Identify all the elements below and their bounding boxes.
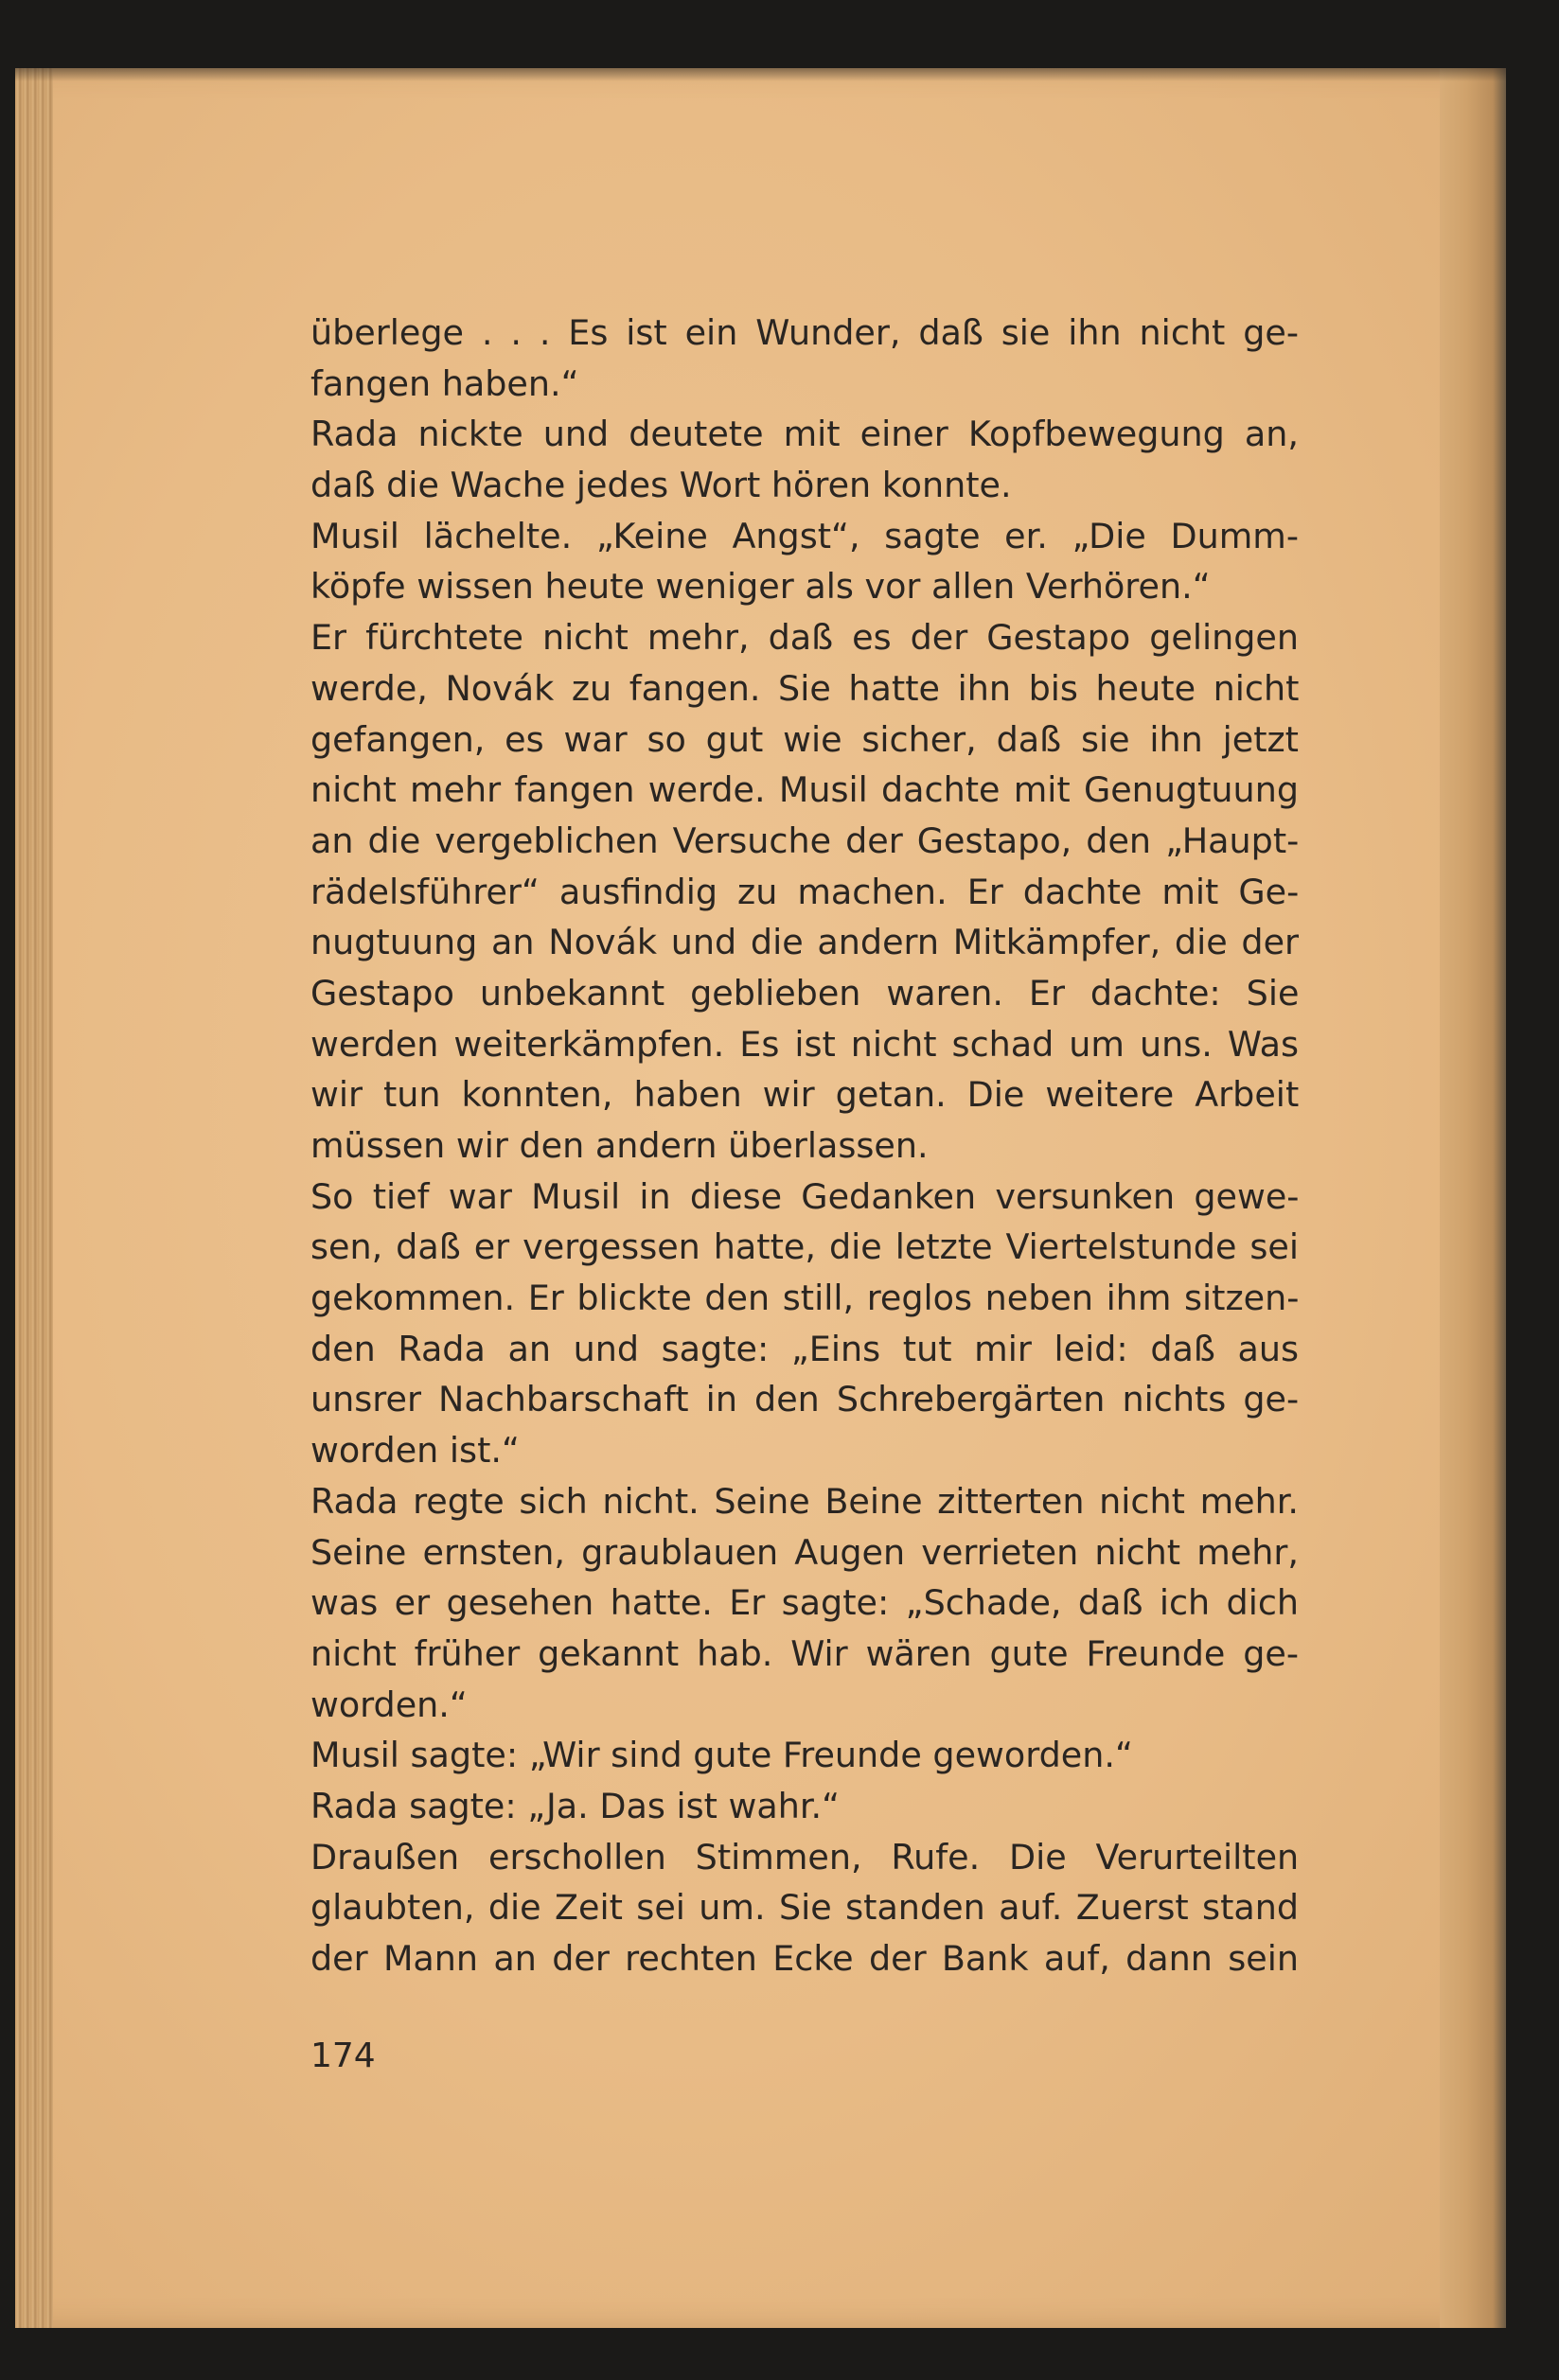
text-line: nicht früher gekannt hab. Wir wären gute Freunde ge-	[310, 1632, 1299, 1674]
text-line: worden ist.“	[310, 1430, 520, 1472]
text-line: Rada nickte und deutete mit einer Kopfbewegung an,	[310, 414, 1299, 455]
text-line: sen, daß er vergessen hatte, die letzte Viertelstunde sei	[310, 1226, 1299, 1268]
text-line: fangen haben.“	[310, 362, 579, 404]
text-line: wir tun konnten, haben wir getan. Die weitere Arbeit	[310, 1074, 1300, 1116]
text-line: überlege . . . Es ist ein Wunder, daß sie ihn nicht ge-	[310, 312, 1299, 353]
text-line: nicht mehr fangen werde. Musil dachte mit Genugtuung	[310, 769, 1299, 811]
stacked-page-edges	[15, 68, 53, 2328]
text-line: gefangen, es war so gut wie sicher, daß sie ihn jetzt	[310, 718, 1299, 760]
body-text	[310, 308, 1299, 1984]
text-line: müssen wir den andern überlassen.	[310, 1125, 929, 1166]
text-line: werde, Novák zu fangen. Sie hatte ihn bis heute nicht	[310, 667, 1300, 709]
text-line: Musil lächelte. „Keine Angst“, sagte er. „Die Dumm-	[310, 515, 1299, 556]
text-line: köpfe wissen heute weniger als vor allen Verhören.“	[310, 566, 1211, 608]
text-line: gekommen. Er blickte den still, reglos neben ihm sitzen-	[310, 1278, 1300, 1319]
fore-edge-shadow	[1440, 68, 1506, 2328]
text-line: daß die Wache jedes Wort hören konnte.	[310, 465, 1012, 506]
text-line: Rada regte sich nicht. Seine Beine zitterten nicht mehr.	[310, 1480, 1299, 1522]
text-line: an die vergeblichen Versuche der Gestapo, den „Haupt-	[310, 820, 1300, 861]
text-line: den Rada an und sagte: „Eins tut mir leid: daß aus	[310, 1328, 1299, 1369]
text-line: was er gesehen hatte. Er sagte: „Schade, daß ich dich	[310, 1582, 1300, 1624]
text-line: So tief war Musil in diese Gedanken versunken gewe-	[310, 1175, 1300, 1217]
top-shadow	[15, 68, 1506, 81]
text-line: Seine ernsten, graublauen Augen verrieten nicht mehr,	[310, 1531, 1299, 1573]
text-line: Rada sagte: „Ja. Das ist wahr.“	[310, 1785, 841, 1826]
page-number: 174	[310, 2036, 376, 2075]
text-line: glaubten, die Zeit sei um. Sie standen auf. Zuerst stand	[310, 1887, 1300, 1929]
text-line: nugtuung an Novák und die andern Mitkämpfer, die der	[310, 922, 1300, 963]
text-line: unsrer Nachbarschaft in den Schrebergärten nichts ge-	[310, 1379, 1300, 1420]
text-line: werden weiterkämpfen. Es ist nicht schad um uns. Was	[310, 1023, 1299, 1065]
text-line: Gestapo unbekannt geblieben waren. Er dachte: Sie	[310, 972, 1300, 1014]
text-line: worden.“	[310, 1684, 468, 1725]
text-line: Musil sagte: „Wir sind gute Freunde geworden.“	[310, 1735, 1133, 1776]
text-line: Draußen erschollen Stimmen, Rufe. Die Verurteilten	[310, 1836, 1300, 1878]
text-line: Er fürchtete nicht mehr, daß es der Gestapo gelingen	[310, 617, 1299, 659]
text-line: rädelsführer“ ausfindig zu machen. Er dachte mit Ge-	[310, 871, 1300, 912]
text-line: der Mann an der rechten Ecke der Bank auf, dann sein	[310, 1938, 1299, 1979]
